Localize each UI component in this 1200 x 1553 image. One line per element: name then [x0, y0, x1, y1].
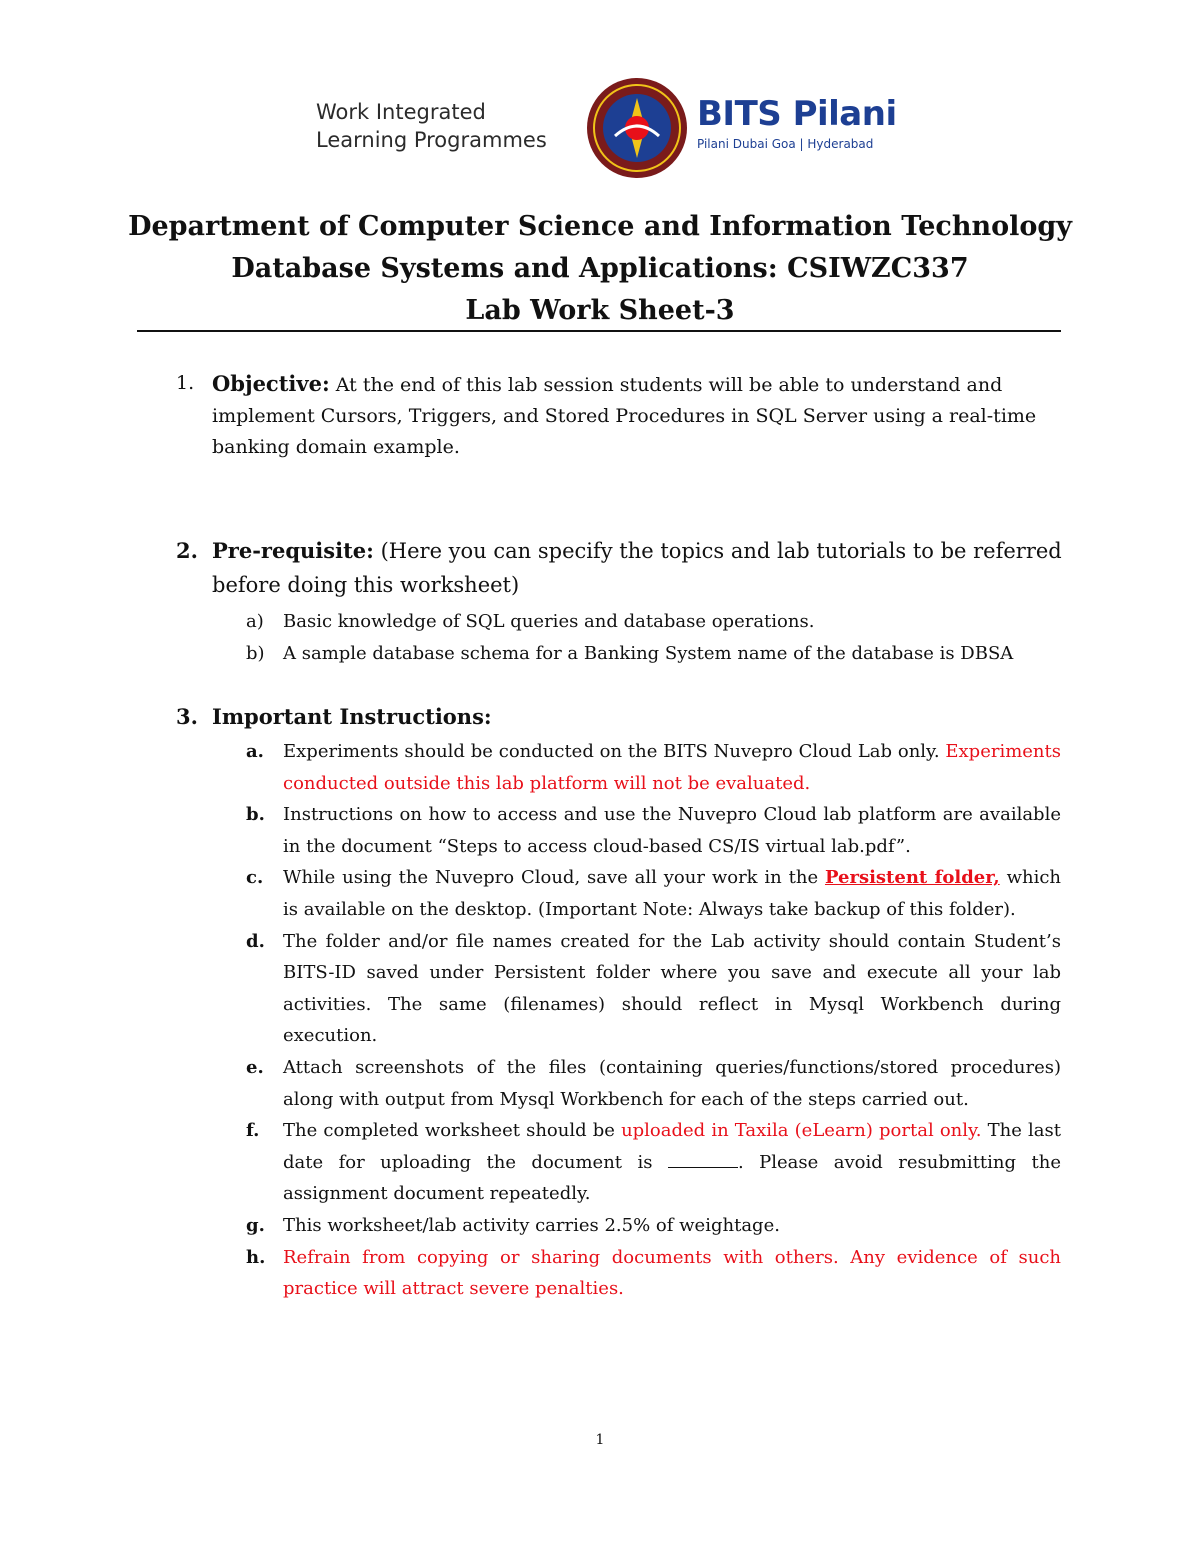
wilp-logo-line1: Work Integrated — [316, 100, 486, 124]
item-label: f. — [246, 1120, 260, 1142]
bits-pilani-logo — [697, 94, 957, 152]
item-text: The completed worksheet should be — [283, 1120, 615, 1142]
item-label: d. — [246, 930, 265, 952]
list-item — [246, 736, 1061, 799]
list-item — [246, 1242, 1061, 1305]
campus-list: Pilani Dubai Goa | Hyderabad — [697, 137, 874, 151]
item-text: This worksheet/lab activity carries 2.5% of weightage. — [283, 1214, 780, 1236]
item-label: b) — [246, 642, 265, 664]
item-label: b. — [246, 804, 265, 826]
item-text: While using the Nuvepro Cloud, save all your work in the — [283, 867, 819, 889]
course-title: Database Systems and Applications: CSIWZC337 — [231, 253, 969, 284]
item-text: The folder and/or file names created for the Lab activity should contain Student’s BITS-ID saved under Persistent folder where you save and execute all your lab activities. The same (filenames) should reflect in Mysql Workbench during execution. — [283, 930, 1061, 1047]
item-text: Basic knowledge of SQL queries and database operations. — [283, 611, 815, 632]
page-number: 1 — [595, 1432, 605, 1448]
list-item — [246, 799, 1061, 862]
item-label: a. — [246, 741, 264, 762]
list-item — [246, 1210, 1061, 1242]
item-text: Instructions on how to access and use the Nuvepro Cloud lab platform are available in the document “Steps to access cloud-based CS/IS virtual lab.pdf”. — [283, 804, 1061, 857]
persistent-folder-link[interactable]: Persistent folder, — [824, 867, 1000, 889]
item-label: c. — [246, 867, 264, 889]
section-heading: Important Instructions: — [212, 704, 492, 729]
item-text-end: . Please avoid resubmitting the assignment document repeatedly. — [283, 1151, 1061, 1205]
title-block — [100, 206, 1100, 332]
objective-text: At the end of this lab session students will be able to understand and implement Cursors, Triggers, and Stored Procedures in SQL Server using a real-time banking domain example. — [212, 374, 1037, 458]
item-label: h. — [246, 1246, 266, 1268]
item-text: A sample database schema for a Banking System name of the database is DBSA — [283, 642, 1014, 664]
section-number: 2. — [176, 538, 198, 563]
section-heading: Pre-requisite: — [212, 538, 374, 563]
item-text-cont: The last date for uploading the document is — [283, 1120, 1062, 1173]
list-item — [246, 638, 1061, 670]
list-item — [246, 1052, 1061, 1115]
item-text-cont: which is available on the desktop. (Important Note: Always take backup of this folder). — [283, 867, 1061, 920]
item-label: g. — [246, 1214, 265, 1236]
section-instructions — [176, 700, 1066, 734]
section-number: 1. — [176, 372, 195, 394]
warning-text: Experiments conducted outside this lab platform will not be evaluated. — [283, 741, 1061, 794]
list-item — [246, 1115, 1061, 1210]
prerequisite-text: (Here you can specify the topics and lab tutorials to be referred before doing this worksheet) — [212, 539, 1062, 597]
title-divider — [137, 330, 1061, 332]
upload-portal-text: uploaded in Taxila (eLearn) portal only. — [621, 1120, 982, 1142]
prerequisite-list — [246, 606, 1061, 669]
item-label: a) — [246, 611, 264, 632]
list-item — [246, 862, 1061, 925]
worksheet-title: Lab Work Sheet-3 — [465, 295, 735, 326]
section-number: 3. — [176, 704, 198, 729]
penalty-warning-text: Refrain from copying or sharing documents with others. Any evidence of such practice will attract severe penalties. — [283, 1246, 1061, 1300]
item-text: Experiments should be conducted on the BITS Nuvepro Cloud Lab only. — [283, 741, 940, 762]
list-item — [246, 606, 1061, 638]
university-seal-icon — [585, 76, 689, 180]
brand-name: BITS Pilani — [697, 94, 897, 134]
date-blank — [668, 1153, 738, 1168]
item-text: Attach screenshots of the files (containing queries/functions/stored procedures) along with output from Mysql Workbench for each of the steps carried out. — [283, 1056, 1061, 1110]
item-label: e. — [246, 1056, 264, 1078]
instructions-list — [246, 736, 1061, 1305]
wilp-logo-line2: Learning Programmes — [316, 128, 547, 152]
department-title: Department of Computer Science and Information Technology — [128, 211, 1072, 242]
section-objective — [176, 368, 1066, 463]
section-heading: Objective: — [212, 371, 330, 396]
wilp-logo — [316, 98, 576, 154]
list-item — [246, 926, 1061, 1052]
section-prerequisite — [176, 534, 1066, 602]
